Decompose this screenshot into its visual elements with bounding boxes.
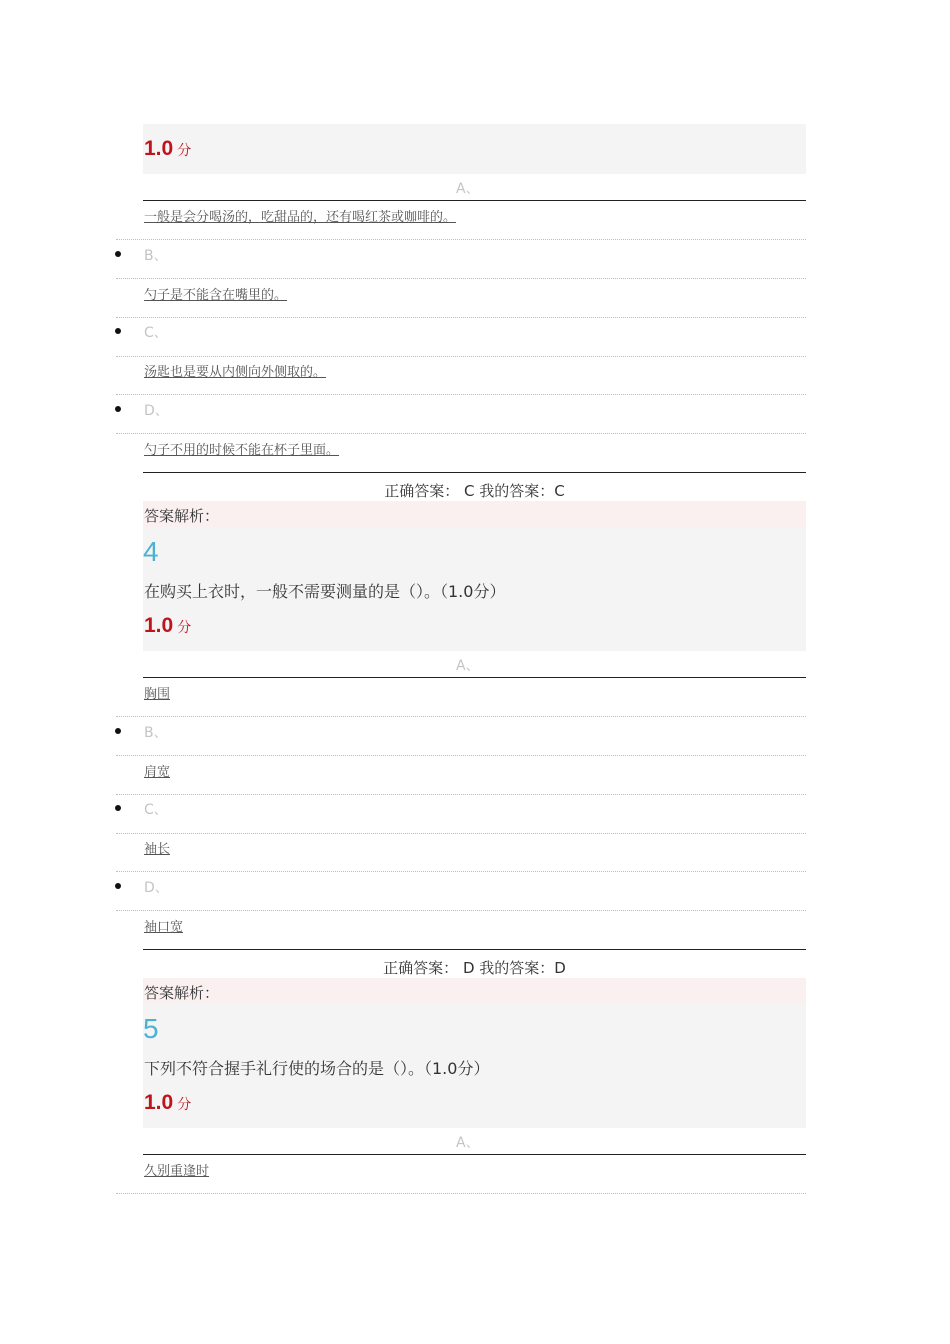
list-bullet (115, 251, 121, 257)
option-b-letter: B、 (144, 248, 168, 264)
option-a-text[interactable]: 久别重逢时 (144, 1164, 210, 1179)
option-divider (116, 356, 806, 357)
question-header-box (143, 124, 806, 174)
list-bullet (115, 328, 121, 334)
option-divider (116, 394, 806, 395)
option-divider (116, 716, 806, 717)
question-score (144, 1091, 191, 1115)
question-score (144, 137, 191, 161)
option-divider (116, 278, 806, 279)
option-b-letter: B、 (144, 725, 168, 741)
option-a-text[interactable]: 胸围 (144, 687, 171, 702)
score-value: 1.0 (144, 614, 174, 637)
option-divider (116, 833, 806, 834)
option-a-letter: A、 (456, 658, 480, 674)
option-c-text[interactable]: 汤匙也是要从内侧向外侧取的。 (144, 365, 327, 380)
option-a-letter: A、 (456, 1135, 480, 1151)
option-divider (116, 794, 806, 795)
analysis-strip (143, 501, 806, 527)
score-unit: 分 (177, 142, 192, 158)
question-text: 下列不符合握手礼行使的场合的是（）。（1.0分） (144, 1059, 490, 1078)
options-bottom-divider (143, 949, 806, 950)
option-divider (116, 755, 806, 756)
option-d-text[interactable]: 袖口宽 (144, 920, 184, 935)
option-b-text[interactable]: 勺子是不能含在嘴里的。 (144, 288, 288, 303)
option-c-letter: C、 (144, 802, 168, 818)
list-bullet (115, 728, 121, 734)
option-b-text[interactable]: 肩宽 (144, 765, 171, 780)
option-a-text[interactable]: 一般是会分喝汤的，吃甜品的，还有喝红茶或咖啡的。 (144, 210, 457, 225)
option-d-text[interactable]: 勺子不用的时候不能在杯子里面。 (144, 443, 340, 458)
options-bottom-divider (143, 472, 806, 473)
option-divider (116, 910, 806, 911)
question-text: 在购买上衣时，一般不需要测量的是（）。（1.0分） (144, 582, 506, 601)
option-d-letter: D、 (144, 880, 169, 896)
list-bullet (115, 406, 121, 412)
score-value: 1.0 (144, 137, 174, 160)
list-bullet (115, 805, 121, 811)
option-d-letter: D、 (144, 403, 169, 419)
analysis-label: 答案解析： (144, 507, 220, 525)
score-value: 1.0 (144, 1091, 174, 1114)
analysis-label: 答案解析： (144, 984, 220, 1002)
question-number: 5 (143, 1013, 159, 1044)
analysis-strip (143, 978, 806, 1004)
options-top-divider (143, 200, 806, 201)
option-divider (116, 317, 806, 318)
score-unit: 分 (177, 619, 192, 635)
option-c-text[interactable]: 袖长 (144, 842, 171, 857)
list-bullet (115, 883, 121, 889)
answer-line: 正确答案： D 我的答案：D (383, 959, 566, 977)
option-divider (116, 1193, 806, 1194)
option-a-letter: A、 (456, 181, 480, 197)
option-c-letter: C、 (144, 325, 168, 341)
score-unit: 分 (177, 1096, 192, 1112)
option-divider (116, 239, 806, 240)
option-divider (116, 871, 806, 872)
option-divider (116, 433, 806, 434)
options-top-divider (143, 677, 806, 678)
options-top-divider (143, 1154, 806, 1155)
answer-line: 正确答案： C 我的答案：C (384, 482, 565, 500)
question-score (144, 614, 191, 638)
question-number: 4 (143, 536, 159, 567)
